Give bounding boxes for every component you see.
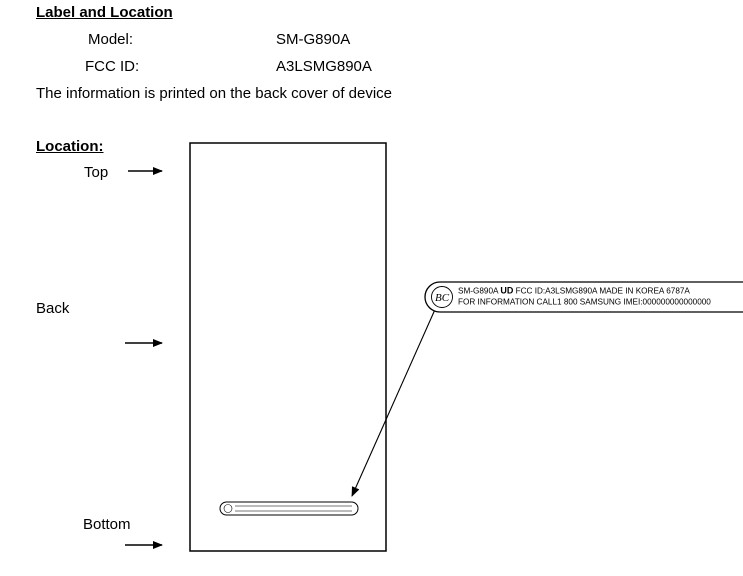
location-heading: Location: <box>36 138 104 155</box>
small-device-label <box>220 502 358 515</box>
device-back-outline <box>190 143 386 551</box>
top-label: Top <box>84 164 109 181</box>
fcc-id-key: FCC ID: <box>85 58 140 75</box>
info-note: The information is printed on the back cover of device <box>36 85 393 102</box>
model-key: Model: <box>88 31 134 48</box>
fcc-id-value: A3LSMG890A <box>276 58 372 75</box>
model-value: SM-G890A <box>276 31 351 48</box>
label-line-1: SM-G890A UD FCC ID:A3LSMG890A MADE IN KOREA 6787A <box>458 285 690 296</box>
bottom-label: Bottom <box>83 516 131 533</box>
label-and-location-heading: Label and Location <box>36 4 173 21</box>
enlarged-label <box>425 282 743 312</box>
label-line-2: FOR INFORMATION CALL1 800 SAMSUNG IMEI:000000000000000 <box>458 297 711 307</box>
back-label: Back <box>36 300 70 317</box>
callout-arrow <box>352 305 437 496</box>
bc-logo-text: BC <box>434 292 450 304</box>
